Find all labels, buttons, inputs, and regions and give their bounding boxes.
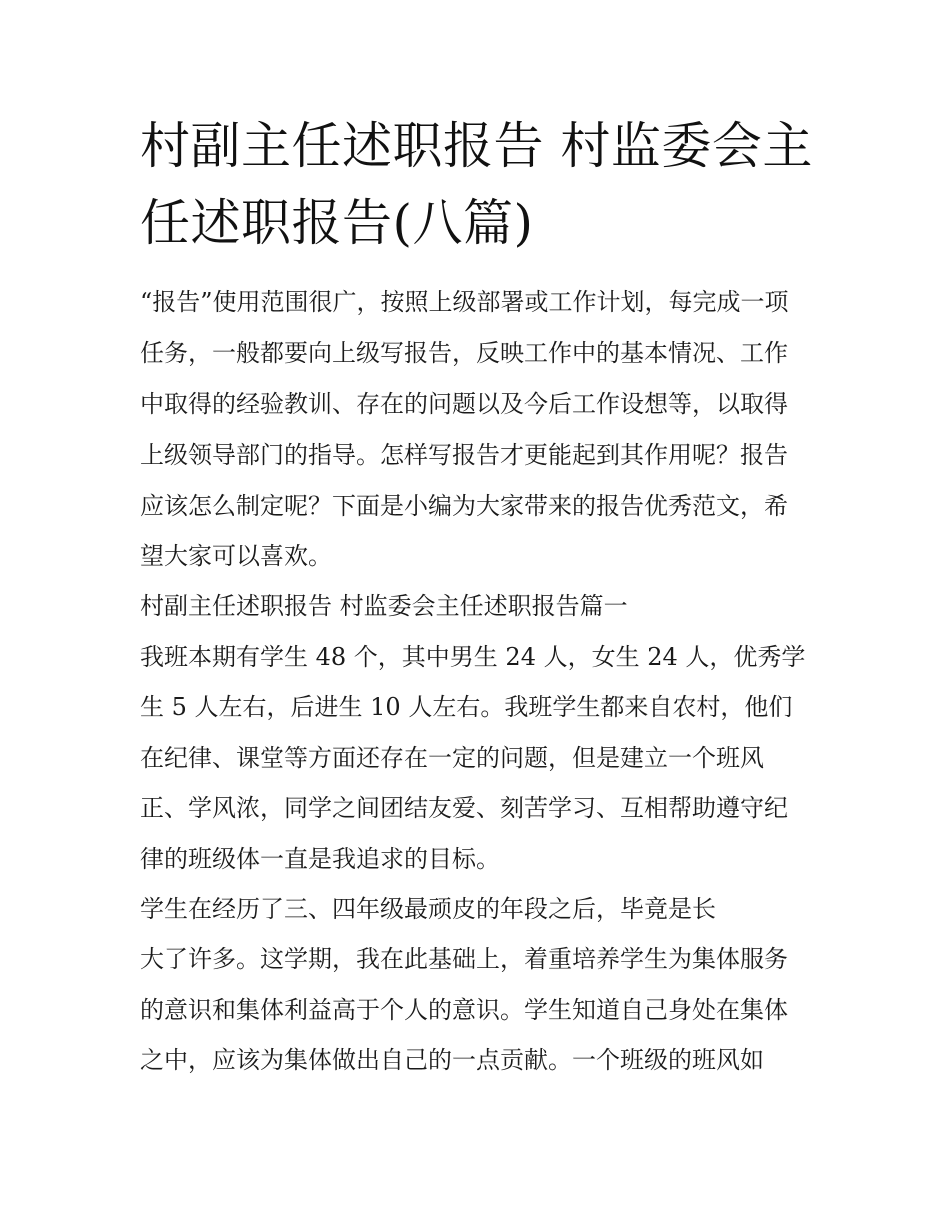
document-title-line-2: 任述职报告(八篇) — [140, 194, 534, 252]
body-line: 生 5 人左右，后进生 10 人左右。我班学生都来自农村，他们 — [140, 693, 793, 721]
body-line: 大了许多。这学期，我在此基础上，着重培养学生为集体服务 — [140, 945, 788, 973]
body-line: 之中，应该为集体做出自己的一点贡献。一个班级的班风如 — [140, 1046, 764, 1074]
body-line: 中取得的经验教训、存在的问题以及今后工作设想等，以取得 — [140, 390, 788, 418]
body-line: 的意识和集体利益高于个人的意识。学生知道自己身处在集体 — [140, 996, 788, 1024]
document-title-line-1: 村副主任述职报告 村监委会主 — [140, 117, 813, 175]
body-line: 望大家可以喜欢。 — [140, 542, 332, 570]
body-line: 任务，一般都要向上级写报告，反映工作中的基本情况、工作 — [140, 339, 788, 367]
body-line: 应该怎么制定呢？下面是小编为大家带来的报告优秀范文，希 — [140, 492, 788, 520]
body-line: 律的班级体一直是我追求的目标。 — [140, 845, 500, 873]
body-line: 正、学风浓，同学之间团结友爱、刻苦学习、互相帮助遵守纪 — [140, 794, 788, 822]
body-line: 学生在经历了三、四年级最顽皮的年段之后，毕竟是长 — [140, 895, 716, 923]
body-line: “报告”使用范围很广，按照上级部署或工作计划，每完成一项 — [140, 288, 789, 316]
section-heading: 村副主任述职报告 村监委会主任述职报告篇一 — [140, 592, 628, 620]
body-line: 在纪律、课堂等方面还存在一定的问题，但是建立一个班风 — [140, 744, 764, 772]
body-line: 我班本期有学生 48 个，其中男生 24 人，女生 24 人，优秀学 — [140, 643, 806, 671]
body-line: 上级领导部门的指导。怎样写报告才更能起到其作用呢？报告 — [140, 441, 788, 469]
